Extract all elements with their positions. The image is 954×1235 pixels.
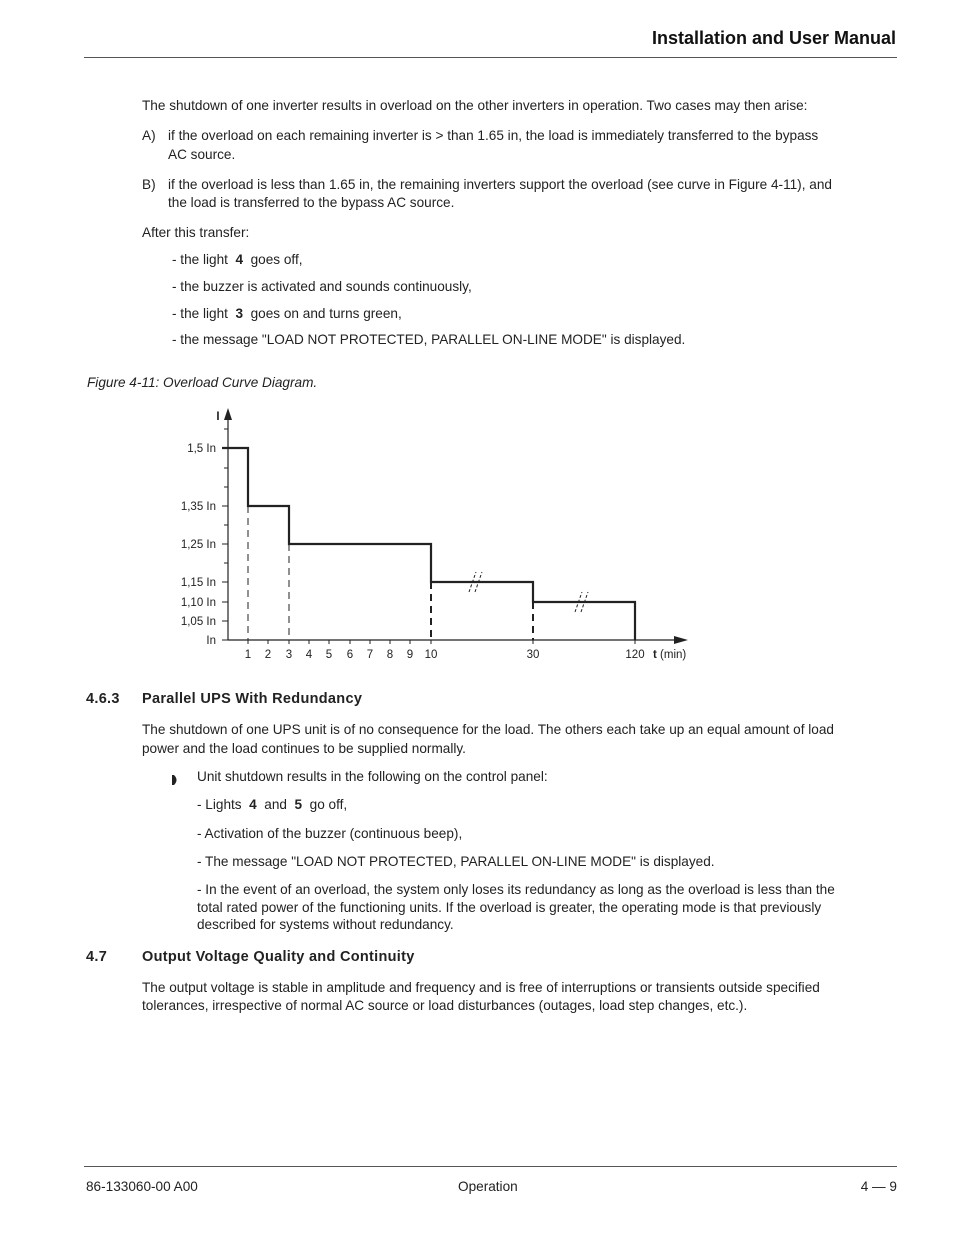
- y-axis-label: I: [216, 411, 220, 423]
- x-tick-label-5: 6: [346, 649, 354, 661]
- y-tick-label-1: 1,35 In: [180, 501, 216, 513]
- section-463-para-line2: power and the load continues to be supplied normally.: [142, 741, 466, 756]
- x-tick-label-8: 9: [406, 649, 414, 661]
- transfer-item-3-pre: - the light: [172, 306, 228, 321]
- section-463-subitem-4-line2: total rated power of the functioning units. If the overload is greater, the operating mode is that previously: [197, 900, 822, 915]
- y-tick-label-0: 1,5 In: [187, 443, 216, 455]
- x-axis-label: t (min): [653, 649, 687, 661]
- case-a-text-line1: if the overload on each remaining inverter is > than 1.65 in, the load is immediately transferred to the bypass: [168, 128, 819, 143]
- case-b-label: B): [142, 177, 156, 192]
- case-a-label: A): [142, 128, 156, 143]
- section-463-subitem-3: - The message "LOAD NOT PROTECTED, PARALLEL ON-LINE MODE" is displayed.: [197, 854, 715, 869]
- overload-curve-line: [222, 448, 635, 640]
- x-tick-label-11: 120: [625, 649, 645, 661]
- bullet-icon: [172, 772, 179, 782]
- transfer-item-2: - the buzzer is activated and sounds continuously,: [172, 279, 472, 294]
- subitem-1-and: and: [264, 797, 287, 812]
- transfer-item-1-post: goes off,: [250, 252, 303, 267]
- x-tick-label-6: 7: [366, 649, 374, 661]
- section-47-number: 4.7: [86, 949, 108, 965]
- x-axis-arrow: [674, 636, 688, 644]
- transfer-item-3-post: goes on and turns green,: [250, 306, 402, 321]
- y-tick-label-2: 1,25 In: [180, 539, 216, 551]
- y-axis-arrow: [224, 408, 232, 420]
- y-tick-label-5: 1,05 In: [180, 616, 216, 628]
- figure-caption: Figure 4-11: Overload Curve Diagram.: [87, 375, 318, 390]
- transfer-item-1-pre: - the light: [172, 252, 228, 267]
- section-47-para-line1: The output voltage is stable in amplitude and frequency and is free of interruptions or transients outside specified: [142, 980, 820, 995]
- y-tick-label-6: In: [206, 635, 216, 647]
- section-463-para-line1: The shutdown of one UPS unit is of no consequence for the load. The others each take up an equal amount of load: [142, 722, 834, 737]
- case-b-text-line1: if the overload is less than 1.65 in, the remaining inverters support the overload (see curve in Figure 4-11), and: [168, 177, 832, 192]
- x-tick-label-9: 10: [424, 649, 438, 661]
- footer-doc-number: 86-133060-00 A00: [86, 1179, 198, 1194]
- x-tick-label-10: 30: [526, 649, 540, 661]
- section-463-subitem-4-line3: described for systems without redundancy.: [197, 917, 454, 932]
- light-4-ref: 4: [249, 797, 257, 812]
- section-463-title: Parallel UPS With Redundancy: [142, 691, 363, 707]
- y-tick-label-3: 1,15 In: [180, 577, 216, 589]
- page-header-title: Installation and User Manual: [651, 28, 896, 48]
- x-tick-label-3: 4: [305, 649, 313, 661]
- intro-paragraph: The shutdown of one inverter results in overload on the other inverters in operation. Two cases may then arise:: [142, 98, 808, 113]
- section-463-subitem-4-line1: - In the event of an overload, the system only loses its redundancy as long as the overload is less than the: [197, 882, 835, 897]
- case-a-text-line2: AC source.: [168, 147, 236, 162]
- x-tick-label-7: 8: [386, 649, 394, 661]
- case-b-text-line2: the load is transferred to the bypass AC source.: [168, 195, 455, 210]
- footer-section: Operation: [458, 1179, 518, 1194]
- transfer-item-4: - the message "LOAD NOT PROTECTED, PARALLEL ON-LINE MODE" is displayed.: [172, 332, 686, 347]
- section-463-number: 4.6.3: [86, 691, 120, 707]
- subitem-1-post: go off,: [309, 797, 348, 812]
- section-463-subitem-2: - Activation of the buzzer (continuous beep),: [197, 826, 463, 841]
- x-tick-label-2: 3: [285, 649, 293, 661]
- subitem-1-pre: - Lights: [197, 797, 242, 812]
- x-tick-label-1: 2: [264, 649, 272, 661]
- section-47-title: Output Voltage Quality and Continuity: [142, 949, 415, 965]
- section-463-bullet-text: Unit shutdown results in the following on the control panel:: [197, 769, 548, 784]
- footer-page-number: 4 — 9: [860, 1179, 897, 1194]
- section-463-subitem-1: [197, 796, 347, 814]
- footer-rule: [84, 1166, 897, 1167]
- light-4-number: 4: [235, 252, 244, 267]
- after-transfer-text: After this transfer:: [142, 225, 250, 240]
- x-tick-label-4: 5: [325, 649, 333, 661]
- section-47-para-line2: tolerances, irrespective of normal AC source or load disturbances (outages, load step changes, etc.).: [142, 998, 748, 1013]
- x-tick-label-0: 1: [244, 649, 252, 661]
- light-5-ref: 5: [294, 797, 303, 812]
- light-3-number: 3: [235, 306, 244, 321]
- y-tick-label-4: 1,10 In: [180, 597, 216, 609]
